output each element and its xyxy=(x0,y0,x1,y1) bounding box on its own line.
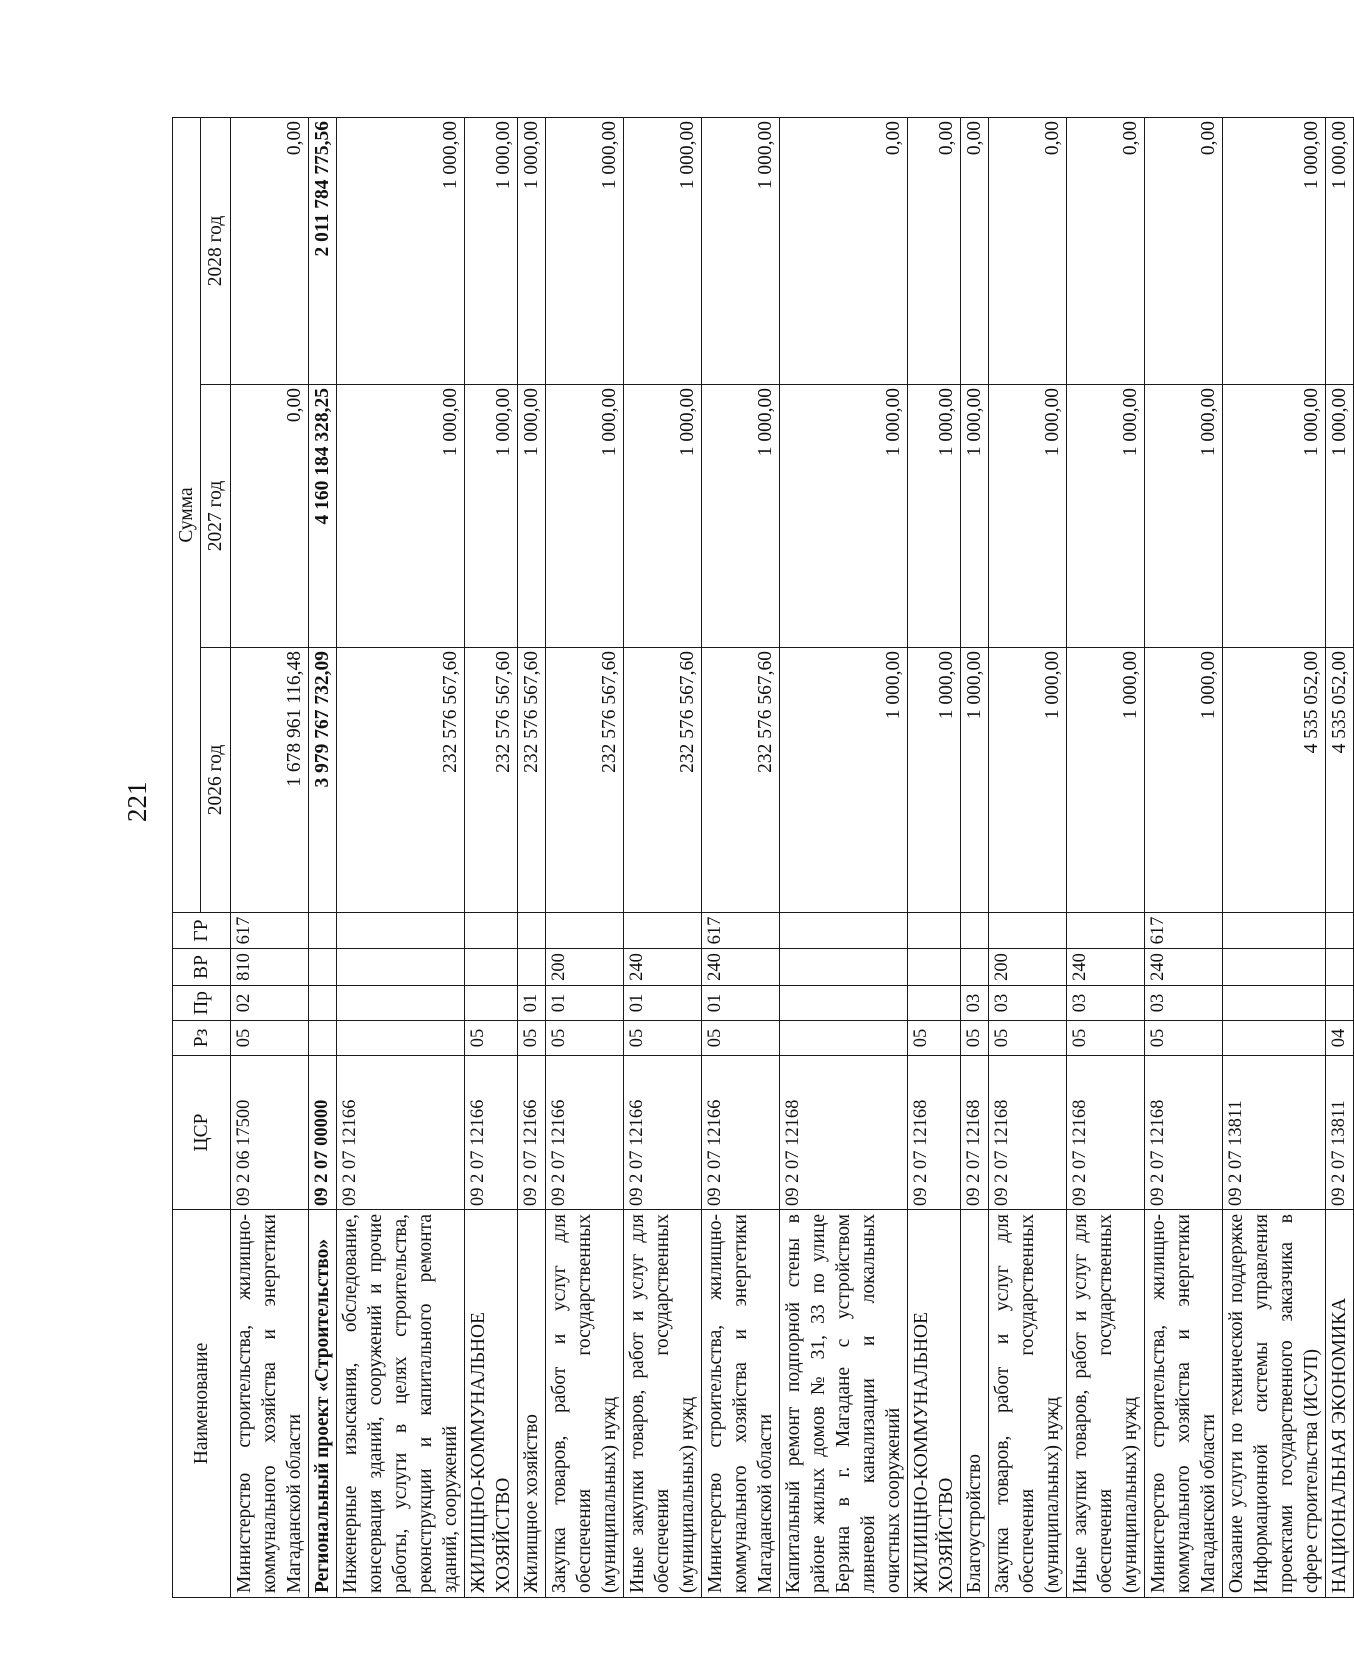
row-csr: 09 2 07 12168 xyxy=(961,1056,989,1210)
row-vr: 240 xyxy=(1145,949,1223,986)
row-sum-2026: 3 979 767 732,09 xyxy=(309,648,337,913)
row-vr: 200 xyxy=(989,949,1067,986)
row-pr xyxy=(908,986,961,1021)
row-pr: 03 xyxy=(1145,986,1223,1021)
row-gr xyxy=(1326,913,1354,949)
row-sum-2027: 1 000,00 xyxy=(1326,385,1354,648)
row-sum-2028: 0,00 xyxy=(1145,118,1223,385)
row-rz: 05 xyxy=(1067,1021,1145,1056)
table-body xyxy=(231,118,1354,1598)
row-name: Капитальный ремонт подпорной стены в районе жилых домов № 31, 33 по улице Берзина в г. Магадане с устройством ливневой канализации и локальных очистных сооружений xyxy=(780,1210,908,1598)
row-name: НАЦИОНАЛЬНАЯ ЭКОНОМИКА xyxy=(1326,1210,1354,1598)
row-sum-2027: 1 000,00 xyxy=(1223,385,1326,648)
row-vr: 200 xyxy=(546,949,624,986)
row-vr xyxy=(518,949,546,986)
row-name: Оказание услуги по технической поддержке Информационной системы управления проектами государственного заказчика в сфере строительства (ИСУП) xyxy=(1223,1210,1326,1598)
row-csr: 09 2 07 12166 xyxy=(518,1056,546,1210)
row-sum-2028: 0,00 xyxy=(961,118,989,385)
row-pr: 01 xyxy=(702,986,780,1021)
header-rz: Рз xyxy=(173,1021,231,1056)
row-sum-2027: 1 000,00 xyxy=(518,385,546,648)
table-row xyxy=(546,118,624,1598)
row-name: Министерство строительства, жилищно-коммунального хозяйства и энергетики Магаданской области xyxy=(1145,1210,1223,1598)
table-row xyxy=(624,118,702,1598)
row-vr: 240 xyxy=(624,949,702,986)
row-name: Иные закупки товаров, работ и услуг для обеспечения государственных (муниципальных) нужд xyxy=(624,1210,702,1598)
row-vr xyxy=(961,949,989,986)
row-sum-2028: 0,00 xyxy=(780,118,908,385)
row-pr: 03 xyxy=(989,986,1067,1021)
row-vr xyxy=(1326,949,1354,986)
header-year-2027: 2027 год xyxy=(201,385,231,648)
row-csr: 09 2 07 12168 xyxy=(780,1056,908,1210)
row-vr: 240 xyxy=(1067,949,1145,986)
header-year-2026: 2026 год xyxy=(201,648,231,913)
row-sum-2027: 1 000,00 xyxy=(780,385,908,648)
row-sum-2027: 1 000,00 xyxy=(546,385,624,648)
row-rz xyxy=(309,1021,337,1056)
row-sum-2026: 1 000,00 xyxy=(961,648,989,913)
header-vr: ВР xyxy=(173,949,231,986)
row-vr: 240 xyxy=(702,949,780,986)
row-gr: 617 xyxy=(702,913,780,949)
row-csr: 09 2 07 12168 xyxy=(989,1056,1067,1210)
row-name: Иные закупки товаров, работ и услуг для обеспечения государственных (муниципальных) нужд xyxy=(1067,1210,1145,1598)
row-csr: 09 2 07 13811 xyxy=(1326,1056,1354,1210)
row-sum-2027: 1 000,00 xyxy=(1145,385,1223,648)
row-vr xyxy=(337,949,465,986)
row-gr xyxy=(465,913,518,949)
row-sum-2026: 1 000,00 xyxy=(1145,648,1223,913)
table-row xyxy=(702,118,780,1598)
row-sum-2027: 1 000,00 xyxy=(702,385,780,648)
row-rz: 05 xyxy=(231,1021,309,1056)
row-name: Министерство строительства, жилищно-коммунального хозяйства и энергетики Магаданской области xyxy=(702,1210,780,1598)
row-sum-2026: 1 000,00 xyxy=(780,648,908,913)
row-gr xyxy=(337,913,465,949)
row-sum-2028: 1 000,00 xyxy=(1223,118,1326,385)
row-rz xyxy=(337,1021,465,1056)
row-gr xyxy=(624,913,702,949)
row-csr: 09 2 07 00000 xyxy=(309,1056,337,1210)
row-csr: 09 2 07 12166 xyxy=(702,1056,780,1210)
row-csr: 09 2 07 12168 xyxy=(1145,1056,1223,1210)
row-sum-2028: 0,00 xyxy=(989,118,1067,385)
row-sum-2028: 1 000,00 xyxy=(1326,118,1354,385)
table-row xyxy=(989,118,1067,1598)
row-gr xyxy=(1223,913,1326,949)
row-name: ЖИЛИЩНО-КОММУНАЛЬНОЕ ХОЗЯЙСТВО xyxy=(908,1210,961,1598)
row-pr: 01 xyxy=(518,986,546,1021)
row-csr: 09 2 07 12166 xyxy=(465,1056,518,1210)
table-row xyxy=(231,118,309,1598)
row-name: Жилищное хозяйство xyxy=(518,1210,546,1598)
row-pr: 03 xyxy=(961,986,989,1021)
row-sum-2026: 4 535 052,00 xyxy=(1223,648,1326,913)
row-sum-2027: 1 000,00 xyxy=(465,385,518,648)
row-gr xyxy=(518,913,546,949)
table-row xyxy=(961,118,989,1598)
row-sum-2026: 232 576 567,60 xyxy=(702,648,780,913)
row-vr: 810 xyxy=(231,949,309,986)
row-gr xyxy=(309,913,337,949)
row-pr xyxy=(465,986,518,1021)
row-pr: 01 xyxy=(546,986,624,1021)
row-pr xyxy=(1326,986,1354,1021)
row-sum-2028: 1 000,00 xyxy=(337,118,465,385)
table-row xyxy=(1145,118,1223,1598)
row-gr xyxy=(1067,913,1145,949)
row-sum-2027: 1 000,00 xyxy=(337,385,465,648)
row-sum-2027: 1 000,00 xyxy=(1067,385,1145,648)
row-pr xyxy=(1223,986,1326,1021)
table-row xyxy=(465,118,518,1598)
rotated-page-content xyxy=(172,118,1350,1598)
row-sum-2026: 232 576 567,60 xyxy=(624,648,702,913)
row-sum-2028: 0,00 xyxy=(231,118,309,385)
row-rz xyxy=(780,1021,908,1056)
header-gr: ГР xyxy=(173,913,231,949)
row-sum-2026: 1 678 961 116,48 xyxy=(231,648,309,913)
header-sum: Сумма xyxy=(173,118,201,913)
row-sum-2026: 4 535 052,00 xyxy=(1326,648,1354,913)
table-row xyxy=(337,118,465,1598)
budget-table xyxy=(172,117,1354,1598)
row-rz: 05 xyxy=(702,1021,780,1056)
row-gr: 617 xyxy=(1145,913,1223,949)
header-name: Наименование xyxy=(173,1210,231,1598)
row-pr xyxy=(780,986,908,1021)
row-sum-2026: 1 000,00 xyxy=(989,648,1067,913)
row-sum-2027: 1 000,00 xyxy=(989,385,1067,648)
row-gr xyxy=(961,913,989,949)
row-pr xyxy=(309,986,337,1021)
row-gr xyxy=(546,913,624,949)
row-sum-2026: 232 576 567,60 xyxy=(518,648,546,913)
row-csr: 09 2 07 12168 xyxy=(1067,1056,1145,1210)
row-pr: 01 xyxy=(624,986,702,1021)
row-pr xyxy=(337,986,465,1021)
row-rz: 05 xyxy=(518,1021,546,1056)
row-sum-2028: 1 000,00 xyxy=(702,118,780,385)
header-pr: Пр xyxy=(173,986,231,1021)
row-name: Инженерные изыскания, обследование, консервация зданий, сооружений и прочие работы, услуги в целях строительства, реконструкции и капитального ремонта зданий, сооружений xyxy=(337,1210,465,1598)
row-sum-2026: 1 000,00 xyxy=(1067,648,1145,913)
table-row xyxy=(908,118,961,1598)
row-sum-2028: 1 000,00 xyxy=(546,118,624,385)
row-vr xyxy=(465,949,518,986)
row-csr: 09 2 07 13811 xyxy=(1223,1056,1326,1210)
row-sum-2027: 4 160 184 328,25 xyxy=(309,385,337,648)
row-gr xyxy=(780,913,908,949)
row-vr xyxy=(309,949,337,986)
row-sum-2028: 1 000,00 xyxy=(624,118,702,385)
page-number: 221 xyxy=(122,781,152,822)
header-year-2028: 2028 год xyxy=(201,118,231,385)
row-csr: 09 2 07 12166 xyxy=(624,1056,702,1210)
row-rz: 05 xyxy=(961,1021,989,1056)
row-rz: 05 xyxy=(1145,1021,1223,1056)
row-rz: 05 xyxy=(546,1021,624,1056)
row-name: Благоустройство xyxy=(961,1210,989,1598)
row-sum-2028: 1 000,00 xyxy=(465,118,518,385)
row-csr: 09 2 06 17500 xyxy=(231,1056,309,1210)
row-rz: 04 xyxy=(1326,1021,1354,1056)
row-sum-2028: 2 011 784 775,56 xyxy=(309,118,337,385)
row-name: Министерство строительства, жилищно-коммунального хозяйства и энергетики Магаданской области xyxy=(231,1210,309,1598)
table-row xyxy=(780,118,908,1598)
row-csr: 09 2 07 12166 xyxy=(546,1056,624,1210)
row-sum-2028: 1 000,00 xyxy=(518,118,546,385)
row-rz: 05 xyxy=(989,1021,1067,1056)
row-pr: 02 xyxy=(231,986,309,1021)
row-sum-2027: 0,00 xyxy=(231,385,309,648)
table-row xyxy=(1067,118,1145,1598)
row-name: ЖИЛИЩНО-КОММУНАЛЬНОЕ ХОЗЯЙСТВО xyxy=(465,1210,518,1598)
row-sum-2027: 1 000,00 xyxy=(624,385,702,648)
row-sum-2027: 1 000,00 xyxy=(908,385,961,648)
row-sum-2026: 232 576 567,60 xyxy=(465,648,518,913)
row-name: Региональный проект «Строительство» xyxy=(309,1210,337,1598)
row-sum-2028: 0,00 xyxy=(1067,118,1145,385)
row-gr xyxy=(908,913,961,949)
row-vr xyxy=(1223,949,1326,986)
row-csr: 09 2 07 12168 xyxy=(908,1056,961,1210)
row-gr xyxy=(989,913,1067,949)
table-row xyxy=(1326,118,1354,1598)
row-csr: 09 2 07 12166 xyxy=(337,1056,465,1210)
header-csr: ЦСР xyxy=(173,1056,231,1210)
row-rz: 05 xyxy=(624,1021,702,1056)
row-rz: 05 xyxy=(465,1021,518,1056)
row-sum-2027: 1 000,00 xyxy=(961,385,989,648)
row-sum-2026: 232 576 567,60 xyxy=(546,648,624,913)
row-vr xyxy=(780,949,908,986)
row-rz xyxy=(1223,1021,1326,1056)
row-sum-2026: 232 576 567,60 xyxy=(337,648,465,913)
row-name: Закупка товаров, работ и услуг для обеспечения государственных (муниципальных) нужд xyxy=(546,1210,624,1598)
row-pr: 03 xyxy=(1067,986,1145,1021)
row-gr: 617 xyxy=(231,913,309,949)
row-rz: 05 xyxy=(908,1021,961,1056)
row-name: Закупка товаров, работ и услуг для обеспечения государственных (муниципальных) нужд xyxy=(989,1210,1067,1598)
row-sum-2028: 0,00 xyxy=(908,118,961,385)
table-row xyxy=(309,118,337,1598)
row-vr xyxy=(908,949,961,986)
row-sum-2026: 1 000,00 xyxy=(908,648,961,913)
table-row xyxy=(1223,118,1326,1598)
table-row xyxy=(518,118,546,1598)
